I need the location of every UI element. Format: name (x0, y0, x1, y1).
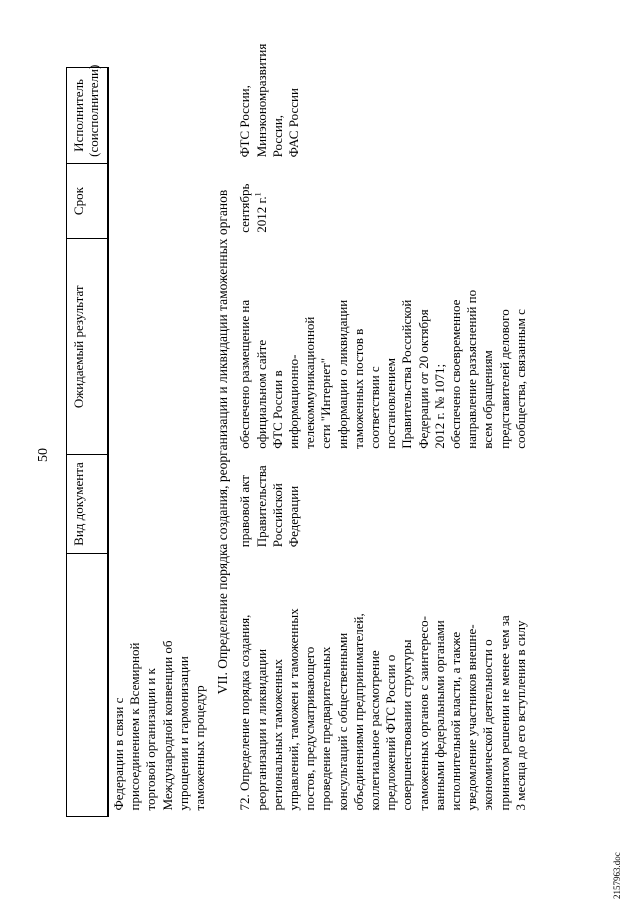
continuation-line: присоединением к Всемирной (127, 642, 143, 811)
measure-line: уведомление участников внешне- (464, 624, 480, 811)
result-line: представителей делового (496, 309, 512, 449)
measure-line: региональных таможенных (269, 659, 285, 811)
executor-cell (233, 43, 529, 164)
plan-table (66, 43, 529, 817)
continuation-line: Федерации в связи с (111, 697, 126, 811)
continuation-line: таможенных процедур (192, 685, 208, 811)
measure-line: исполнительной власти, а также (448, 631, 464, 811)
result-line: обеспечено размещение на (237, 299, 253, 449)
executor-line: ФТС России, (237, 85, 253, 158)
continuation-row (108, 68, 208, 817)
result-line: сети "Интернет" (318, 357, 334, 449)
result-line: 2012 г. № 1071; (431, 363, 447, 449)
continuation-line: упрощении и гармонизации (175, 656, 191, 811)
measure-line: принятом решении не менее чем за (496, 615, 512, 811)
result-line: телекоммуникационной (302, 316, 318, 449)
table-row (233, 68, 529, 817)
deadline-year: 2012 г. (253, 196, 269, 233)
deadline-cell (233, 163, 529, 238)
result-line: таможенных постов в (350, 328, 366, 449)
result-line: всем обращениям (480, 350, 496, 449)
doc-type-line: Российской (269, 483, 285, 548)
section-row (208, 68, 233, 817)
header-executor-line2: (соисполнители) (86, 64, 101, 157)
result-cell (233, 239, 529, 455)
measure-line: реорганизации и ликвидации (253, 648, 269, 811)
executor-line: ФАС России (286, 88, 302, 158)
doc-type-cell (233, 455, 529, 553)
measure-line: проведение предварительных (318, 646, 334, 811)
section-title: VII. Определение порядка создания, реорганизации и ликвидации таможенных органов (215, 189, 231, 695)
header-deadline: Срок (67, 163, 109, 238)
header-executor-line1: Исполнитель (71, 79, 86, 152)
continuation-line: Международной конвенции об (159, 640, 175, 811)
measure-line: таможенных органов с заинтересо- (415, 616, 431, 811)
measure-line: предложений ФТС России о (383, 654, 399, 811)
measure-line: коллегиальное рассмотрение (367, 650, 383, 811)
measure-cell (233, 553, 529, 816)
executor-line: России, (269, 114, 285, 158)
measure-line: совершенствовании структуры (399, 639, 415, 811)
table-header-row (67, 68, 109, 817)
result-line: направление разъяснений по (464, 289, 480, 449)
result-line: информационно- (286, 354, 302, 449)
document-code: 2157963.doc (612, 852, 622, 899)
measure-line: 3 месяца до его вступления в силу (512, 620, 528, 811)
result-line: информации о ликвидации (334, 299, 350, 449)
result-line: ФТС России в (269, 370, 285, 449)
measure-line: ванными федеральными органами (431, 620, 447, 811)
header-executor (67, 64, 109, 164)
measure-line: постов, предусматривающего (302, 646, 318, 811)
measure-line: объединениями предпринимателей, (350, 613, 366, 811)
header-result: Ожидаемый результат (67, 239, 109, 455)
header-doc-type: Вид документа (67, 455, 109, 553)
measure-line: экономической деятельности о (480, 639, 496, 811)
doc-type-line: правовой акт (237, 475, 253, 548)
result-line: сообщества, связанным с (512, 309, 528, 449)
deadline-line: сентябрь (237, 183, 253, 233)
result-line: Федерации от 20 октября (415, 309, 431, 449)
continuation-text (108, 68, 208, 817)
measure-line: управлений, таможен и таможенных (286, 608, 302, 811)
result-line: обеспечено своевременное (448, 299, 464, 449)
measure-line: консультаций с общественными (334, 632, 350, 811)
deadline-line (254, 169, 270, 232)
executor-line: Минэкономразвития (253, 43, 269, 158)
result-line: официальном сайте (253, 339, 269, 449)
doc-type-line: Правительства (253, 465, 269, 548)
footnote-marker: 1 (253, 192, 263, 197)
result-line: соответствии с (367, 366, 383, 449)
continuation-line: торговой организации и к (143, 668, 159, 811)
header-measure (67, 553, 109, 816)
measure-line: 72. Определение порядка создания, (237, 614, 253, 811)
result-line: Правительства Российской (399, 299, 415, 449)
page-number: 50 (36, 448, 51, 462)
result-line: постановлением (383, 358, 399, 449)
doc-type-line: Федерации (286, 485, 302, 548)
